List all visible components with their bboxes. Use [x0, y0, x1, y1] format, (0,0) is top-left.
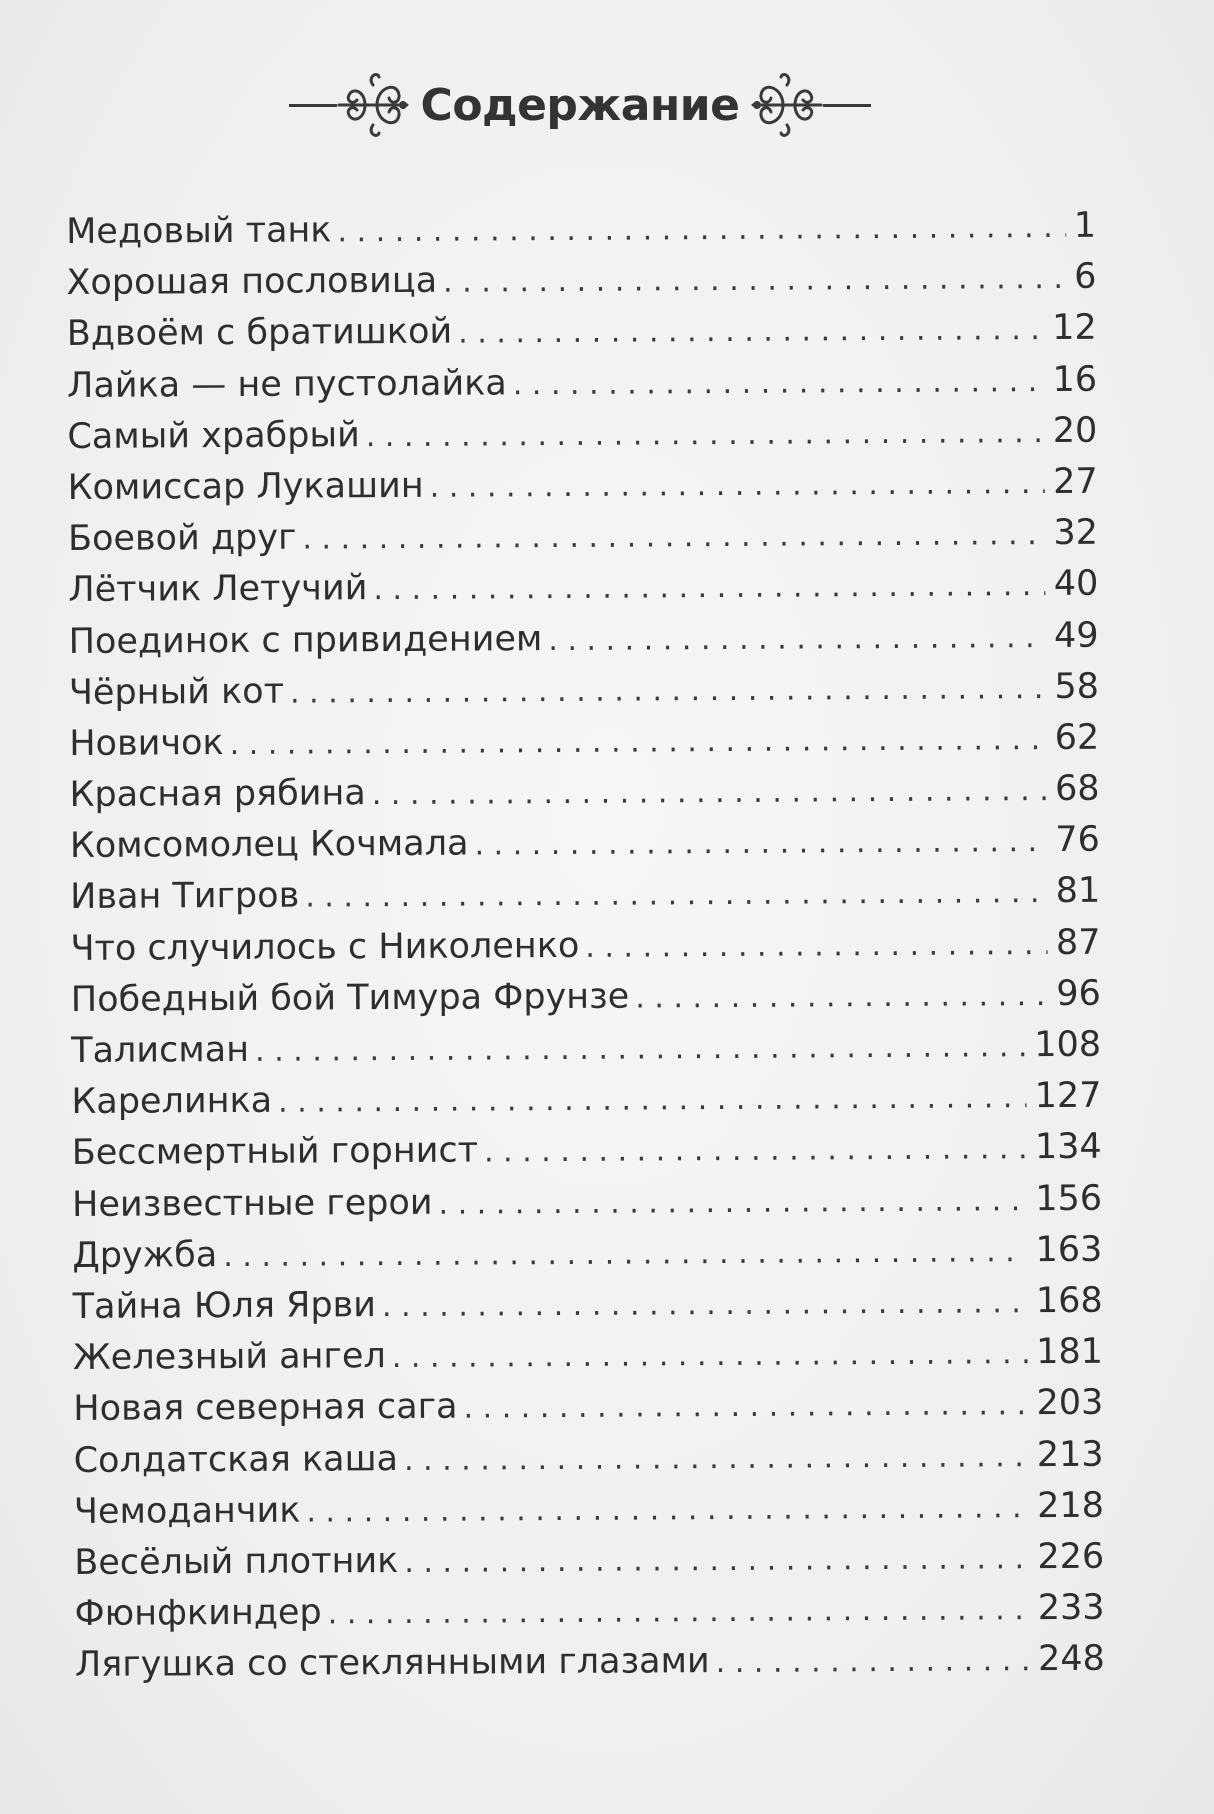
toc-entry-page-number: 40: [1053, 564, 1099, 605]
toc-entry-title: Лётчик Летучий: [68, 568, 368, 611]
toc-entry-page-number: 181: [1036, 1331, 1104, 1373]
toc-entry-title: Чёрный кот: [68, 671, 285, 713]
toc-entry: [73, 1327, 1103, 1384]
toc-entry: [67, 354, 1097, 411]
toc-entry-title: Весёлый плотник: [74, 1540, 399, 1583]
toc-entry-title: Карелинка: [71, 1080, 273, 1123]
toc-dot-leader: [229, 714, 1046, 770]
toc-dot-leader: [366, 407, 1045, 462]
toc-dot-leader: [635, 970, 1048, 1024]
toc-dot-leader: [305, 867, 1048, 923]
toc-entry: [66, 252, 1096, 309]
toc-dot-leader: [443, 253, 1066, 308]
toc-entry-page-number: 76: [1055, 819, 1101, 861]
toc-dot-leader: [373, 560, 1046, 615]
toc-entry-title: Медовый танк: [66, 210, 332, 252]
toc-entry-page-number: 203: [1036, 1382, 1104, 1424]
toc-entry-page-number: 233: [1037, 1587, 1105, 1629]
toc-entry-page-number: 248: [1037, 1638, 1106, 1680]
toc-entry: [73, 1276, 1103, 1333]
toc-dot-leader: [474, 816, 1047, 870]
toc-entry-title: Что случилось с Николенко: [70, 925, 580, 969]
toc-entry-page-number: 6: [1074, 256, 1097, 298]
toc-entry-page-number: 58: [1054, 666, 1100, 707]
flourish-ornament-left-icon: [337, 65, 409, 145]
toc-entry-title: Комиссар Лукашин: [67, 465, 424, 508]
toc-entry-page-number: 226: [1037, 1536, 1105, 1577]
toc-entry-title: Иван Тигров: [70, 876, 300, 918]
toc-entry-page-number: 87: [1055, 922, 1101, 963]
toc-dot-leader: [372, 765, 1048, 820]
header-rule-left: [289, 104, 337, 107]
toc-dot-leader: [438, 1175, 1027, 1230]
toc-entry-page-number: 20: [1052, 410, 1098, 451]
toc-entry-title: Новичок: [69, 722, 224, 764]
toc-dot-leader: [255, 1021, 1027, 1077]
toc-dot-leader: [716, 1635, 1031, 1688]
toc-entry-title: Неизвестные герои: [71, 1182, 433, 1225]
toc-entry: [69, 661, 1099, 718]
toc-dot-leader: [548, 612, 1046, 666]
toc-entry-page-number: 62: [1054, 717, 1100, 758]
flourish-ornament-right-icon: [751, 65, 823, 145]
toc-dot-leader: [278, 1072, 1027, 1128]
header-rule-right: [823, 104, 871, 107]
toc-entry-title: Победный бой Тимура Фрунзе: [70, 976, 630, 1020]
toc-dot-leader: [463, 1379, 1028, 1433]
toc-entry: [68, 457, 1098, 514]
toc-dot-leader: [404, 1431, 1029, 1486]
toc-entry: [73, 1378, 1103, 1435]
toc-entry-page-number: 68: [1054, 768, 1100, 810]
table-of-contents: [66, 201, 1105, 1692]
toc-entry-page-number: 127: [1034, 1075, 1102, 1117]
toc-entry: [71, 969, 1101, 1026]
toc-entry-page-number: 81: [1055, 871, 1101, 912]
toc-entry: [72, 1224, 1102, 1281]
toc-entry: [74, 1480, 1104, 1537]
toc-entry-page-number: 32: [1053, 512, 1099, 554]
toc-entry-title: Дружба: [72, 1234, 218, 1276]
toc-entry-title: Чемоданчик: [73, 1490, 301, 1532]
toc-dot-leader: [290, 663, 1047, 719]
toc-dot-leader: [513, 356, 1045, 410]
toc-entry-title: Лягушка со стеклянными глазами: [74, 1641, 710, 1686]
toc-entry-title: Вдвоём с братишкой: [66, 312, 453, 355]
toc-entry: [70, 917, 1100, 974]
toc-entry-title: Поединок с привидением: [68, 618, 543, 662]
toc-entry-title: Лайка — не пустолайка: [66, 362, 507, 406]
toc-entry: [69, 764, 1099, 821]
toc-dot-leader: [484, 1124, 1027, 1178]
toc-entry-title: Талисман: [71, 1029, 250, 1071]
toc-dot-leader: [223, 1226, 1028, 1282]
page-title: Содержание: [420, 79, 740, 131]
toc-dot-leader: [306, 1482, 1029, 1537]
toc-entry-title: Железный ангел: [72, 1336, 386, 1379]
toc-entry-page-number: 218: [1037, 1485, 1105, 1526]
toc-entry-page-number: 163: [1035, 1229, 1103, 1270]
toc-dot-leader: [404, 1533, 1029, 1588]
toc-entry-page-number: 213: [1036, 1434, 1104, 1475]
toc-entry: [74, 1429, 1104, 1486]
toc-dot-leader: [430, 458, 1046, 513]
toc-entry: [68, 508, 1098, 565]
toc-dot-leader: [302, 509, 1045, 565]
toc-entry-page-number: 49: [1053, 615, 1099, 656]
toc-entry-title: Боевой друг: [67, 517, 297, 560]
toc-dot-leader: [392, 1328, 1029, 1383]
toc-entry-title: Бессмертный горнист: [71, 1130, 479, 1174]
toc-dot-leader: [382, 1277, 1028, 1332]
toc-entry-page-number: 168: [1035, 1280, 1103, 1322]
toc-entry: [74, 1583, 1104, 1640]
toc-entry: [68, 559, 1098, 616]
toc-entry-page-number: 1: [1073, 205, 1097, 246]
toc-entry: [72, 1122, 1102, 1179]
toc-entry-title: Хорошая пословица: [66, 260, 438, 304]
toc-entry-page-number: 134: [1034, 1127, 1102, 1168]
toc-dot-leader: [458, 304, 1044, 359]
toc-entry-title: Красная рябина: [69, 773, 366, 816]
toc-entry-title: Комсомолец Кочмала: [69, 823, 469, 867]
toc-entry-page-number: 16: [1052, 359, 1098, 400]
toc-dot-leader: [328, 1584, 1030, 1639]
toc-entry-page-number: 27: [1053, 461, 1098, 502]
toc-entry: [67, 405, 1097, 462]
toc-entry-page-number: 108: [1034, 1024, 1102, 1066]
toc-entry-page-number: 156: [1035, 1178, 1103, 1219]
toc-entry: [67, 303, 1097, 360]
toc-entry: [71, 1020, 1101, 1077]
toc-entry: [75, 1634, 1105, 1691]
toc-entry-title: Солдатская каша: [73, 1438, 399, 1481]
toc-entry: [71, 1071, 1101, 1128]
toc-entry: [72, 1173, 1102, 1230]
toc-entry: [66, 201, 1096, 258]
toc-entry: [69, 713, 1099, 770]
toc-entry: [69, 610, 1099, 667]
contents-header: [290, 62, 870, 148]
toc-dot-leader: [337, 202, 1066, 257]
toc-entry-page-number: 96: [1056, 973, 1101, 1014]
toc-entry-title: Фюнфкиндер: [74, 1592, 322, 1635]
toc-entry-page-number: 12: [1052, 308, 1097, 349]
toc-entry: [70, 866, 1100, 923]
toc-dot-leader: [585, 919, 1048, 973]
toc-entry-title: Новая северная сага: [73, 1386, 458, 1430]
toc-entry-title: Тайна Юля Ярви: [72, 1285, 377, 1327]
toc-entry: [70, 815, 1100, 872]
toc-entry-title: Самый храбрый: [67, 414, 360, 457]
toc-entry: [74, 1532, 1104, 1589]
